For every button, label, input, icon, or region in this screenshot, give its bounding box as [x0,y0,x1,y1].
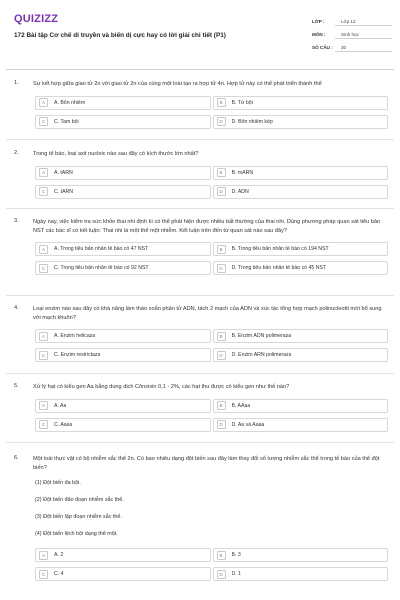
option-text: C. Enzim restrictaza [54,352,101,359]
question-6 [14,455,388,586]
option-d[interactable] [213,185,389,199]
option-letter: B [217,245,226,254]
question-1 [14,80,388,134]
option-text: B. mARN [231,169,254,176]
option-letter: B [217,551,226,560]
question-5 [14,383,388,437]
option-text: D. 1 [231,571,242,578]
question-divider [6,208,394,209]
option-a[interactable] [35,329,211,343]
question-number: 6. [14,455,19,461]
option-letter: D [217,264,226,273]
option-letter: A [39,332,48,341]
option-letter: D [217,570,226,579]
question-2 [14,150,388,204]
option-letter: A [39,98,48,107]
option-text: C. 4 [54,571,64,578]
option-text: D. ADN [231,188,249,195]
option-text: A. Bốn nhiễm [54,99,86,106]
question-text: Xử lý hạt có kiểu gen Aa bằng dung dịch Cônsixin 0,1 - 2%, các hạt thu được có kiểu gen như thế nào? [33,384,290,390]
option-c[interactable] [35,567,211,581]
meta-panel [312,15,392,54]
option-text: C. Tam bội [54,118,79,125]
question-text: Trong tế bào, loại axit nucleic nào sau đây có kích thước lớn nhất? [33,151,199,157]
meta-class-value: Lớp 12 [335,17,392,26]
question-divider [6,295,394,296]
option-letter: D [217,187,226,196]
option-text: C. Aaaa [54,421,73,428]
meta-count [312,41,392,54]
option-letter: A [39,551,48,560]
option-text: C. Trong tiêu bản nhân tế bào có 92 NST [54,265,149,272]
option-b[interactable] [213,548,389,562]
option-letter: D [217,420,226,429]
meta-class [312,15,392,28]
option-text: D. Aa và Aaaa [231,421,265,428]
option-d[interactable] [213,418,389,432]
question-4 [14,305,388,367]
question-divider [6,442,394,443]
option-a[interactable] [35,166,211,180]
option-letter: C [39,117,48,126]
option-text: B. Trong tiêu bản nhân tế bào có 194 NST [231,246,329,253]
option-b[interactable] [213,242,389,256]
question-number: 4. [14,305,19,311]
option-letter: B [217,332,226,341]
option-letter: C [39,187,48,196]
option-text: A. Enzim helicaza [54,333,96,340]
question-text: Một loài thực vật có bộ nhiễm sắc thể 2n. Có bao nhiêu dạng đột biến sau đây làm thay đổi số lượng nhiễm sắc thể trong tế bào của thể đột biến? [33,456,380,471]
option-a[interactable] [35,96,211,110]
quizizz-logo: QUIZIZZ [14,13,59,25]
question-text: Loại enzim nào sau đây có khả năng làm tháo xoắn phân tử ADN, tách 2 mạch của ADN và xúc tác tổng hợp mạch polinucleotit mới bổ sung với mạch khuôn? [33,306,382,321]
option-c[interactable] [35,261,211,275]
question-number: 2. [14,150,19,156]
option-text: D. Bốn nhiễm kép [231,118,273,125]
option-letter: B [217,401,226,410]
option-c[interactable] [35,115,211,129]
document-title: 172 Bài tập Cơ chế di truyền và biến dị cực hay có lời giải chi tiết (P1) [14,32,226,39]
option-text: C. tARN [54,188,74,195]
statement-item: (4) Đột biến lệch bội dạng thể một. [35,531,118,538]
option-b[interactable] [213,399,389,413]
option-b[interactable] [213,96,389,110]
option-d[interactable] [213,115,389,129]
question-text: Ngày nay, việc kiểm tra sức khỏe thai nhi định kì có thể phát hiện được nhiều bất thường của thai nhi. Dùng phương pháp quan sát tiêu bản NST các bác sĩ có kết luận: Thai nhi là một thể một nhiễm. Kết luận trên đến từ quan sát nào sau đây? [33,219,381,234]
question-3 [14,218,388,280]
meta-subject-label: MÔN : [312,32,326,37]
option-letter: B [217,98,226,107]
option-c[interactable] [35,348,211,362]
header-divider [6,69,394,70]
option-a[interactable] [35,242,211,256]
option-d[interactable] [213,348,389,362]
question-text: Sự kết hợp giữa giao tử 2n với giao tử 2n của cùng một loài tạo ra hợp tử 4n. Hợp tử này có thể phát triển thành thể [33,81,322,87]
option-text: B. Enzim ADN polimeraza [231,333,292,340]
statement-item: (1) Đột biến đa bội. [35,480,81,487]
option-letter: C [39,420,48,429]
option-letter: C [39,351,48,360]
option-letter: B [217,168,226,177]
question-divider [6,373,394,374]
statement-list [35,478,388,546]
option-text: B. AAaa [231,402,251,409]
option-letter: A [39,401,48,410]
meta-count-value: 30 [335,43,392,52]
question-number: 1. [14,80,19,86]
option-d[interactable] [213,261,389,275]
option-c[interactable] [35,418,211,432]
question-divider [6,139,394,140]
option-c[interactable] [35,185,211,199]
statement-item: (2) Đột biến đảo đoạn nhiễm sắc thể. [35,497,124,504]
option-text: B. 3 [231,552,241,559]
option-letter: A [39,245,48,254]
meta-class-label: LỚP : [312,19,325,24]
question-number: 3. [14,218,19,224]
meta-subject [312,28,392,41]
option-letter: C [39,264,48,273]
option-text: A. Aa [54,402,67,409]
option-text: A. Trong tiêu bản nhân tế bào có 47 NST [54,246,149,253]
option-text: D. Enzim ARN polimeraza [231,352,292,359]
option-b[interactable] [213,329,389,343]
question-number: 5. [14,383,19,389]
option-letter: D [217,117,226,126]
option-b[interactable] [213,166,389,180]
option-text: A. 2 [54,552,64,559]
option-text: B. Tứ bội [231,99,253,106]
option-a[interactable] [35,548,211,562]
option-letter: A [39,168,48,177]
option-text: A. tARN [54,169,73,176]
meta-count-label: SỐ CÂU : [312,45,333,50]
meta-subject-value: Sinh học [335,30,392,39]
statement-item: (3) Đột biến lặp đoạn nhiễm sắc thể. [35,514,122,521]
option-letter: C [39,570,48,579]
option-d[interactable] [213,567,389,581]
option-a[interactable] [35,399,211,413]
option-text: D. Trong tiêu bản nhân tế bào có 45 NST [231,265,327,272]
option-letter: D [217,351,226,360]
